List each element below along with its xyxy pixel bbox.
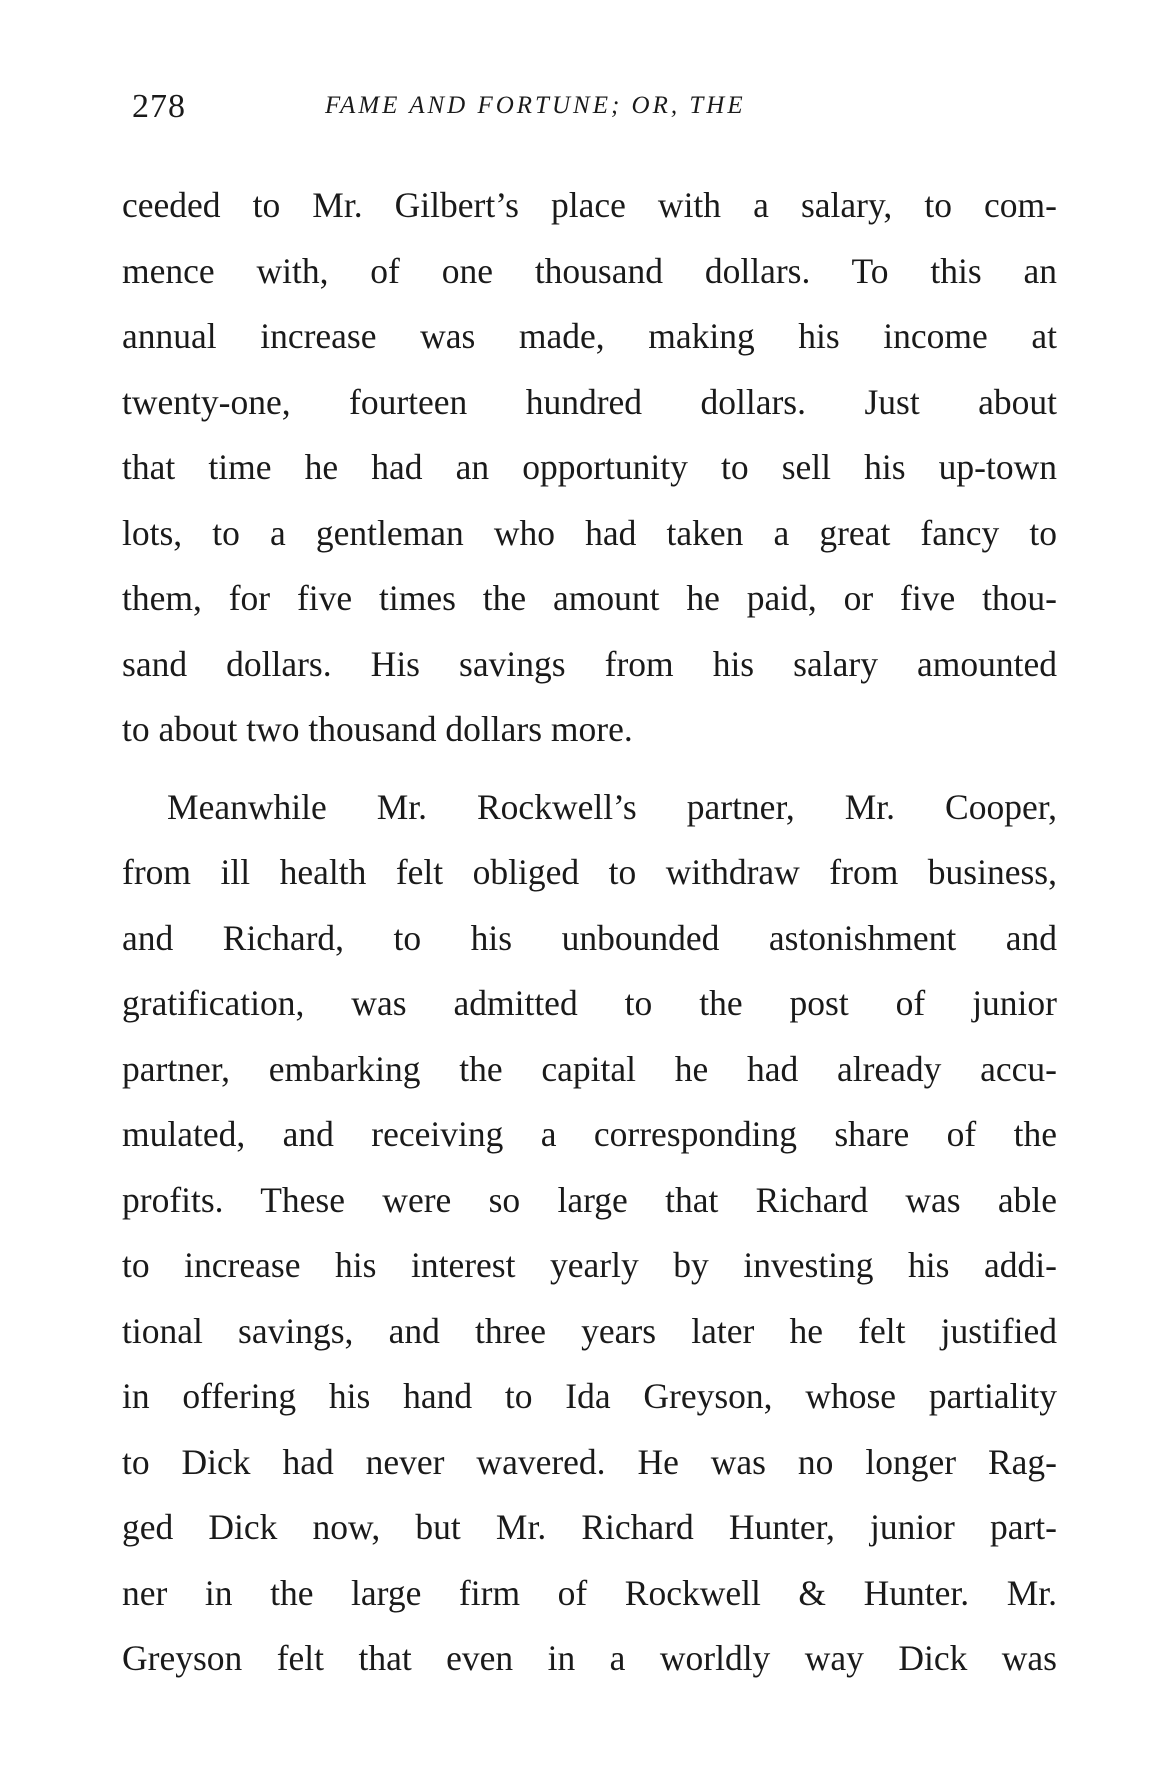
text-line: Meanwhile Mr. Rockwell’s partner, Mr. Cooper, xyxy=(167,786,1057,827)
paragraph-2 xyxy=(122,785,1057,1702)
paragraph-1 xyxy=(122,183,1057,773)
text-line: Greyson felt that even in a worldly way Dick was xyxy=(122,1638,1057,1678)
text-line: gratification, was admitted to the post of junior xyxy=(122,983,1057,1023)
text-line: partner, embarking the capital he had already accu- xyxy=(122,1048,1057,1089)
text-line: lots, to a gentleman who had taken a great fancy to xyxy=(122,512,1057,553)
text-line: to increase his interest yearly by investing his addi- xyxy=(122,1245,1057,1285)
text-line: ceeded to Mr. Gilbert’s place with a salary, to com- xyxy=(122,185,1057,225)
text-line: mence with, of one thousand dollars. To this an xyxy=(122,250,1057,291)
text-line: to Dick had never wavered. He was no longer Rag- xyxy=(122,1441,1057,1482)
text-line: profits. These were so large that Richard was able xyxy=(122,1179,1057,1220)
page-number: 278 xyxy=(132,88,186,125)
running-title: FAME AND FORTUNE; OR, THE xyxy=(325,92,746,119)
text-line: annual increase was made, making his income at xyxy=(122,316,1057,356)
text-line: ner in the large firm of Rockwell & Hunter. Mr. xyxy=(122,1572,1057,1613)
text-line: in offering his hand to Ida Greyson, whose partiality xyxy=(122,1376,1057,1416)
running-head xyxy=(132,88,1062,128)
text-line: and Richard, to his unbounded astonishment and xyxy=(122,917,1057,958)
body-text xyxy=(122,183,1057,1702)
text-line: twenty-one, fourteen hundred dollars. Just about xyxy=(122,381,1057,422)
paragraph-gap xyxy=(122,773,1057,785)
text-line: mulated, and receiving a corresponding share of the xyxy=(122,1114,1057,1154)
text-line: ged Dick now, but Mr. Richard Hunter, junior part- xyxy=(122,1507,1057,1547)
text-line: that time he had an opportunity to sell his up-town xyxy=(122,447,1057,487)
text-line: them, for five times the amount he paid, or five thou- xyxy=(122,578,1057,618)
text-line: sand dollars. His savings from his salary amounted xyxy=(122,643,1057,684)
text-line: to about two thousand dollars more. xyxy=(122,709,633,749)
text-line: from ill health felt obliged to withdraw from business, xyxy=(122,852,1057,892)
text-line: tional savings, and three years later he felt justified xyxy=(122,1310,1057,1351)
